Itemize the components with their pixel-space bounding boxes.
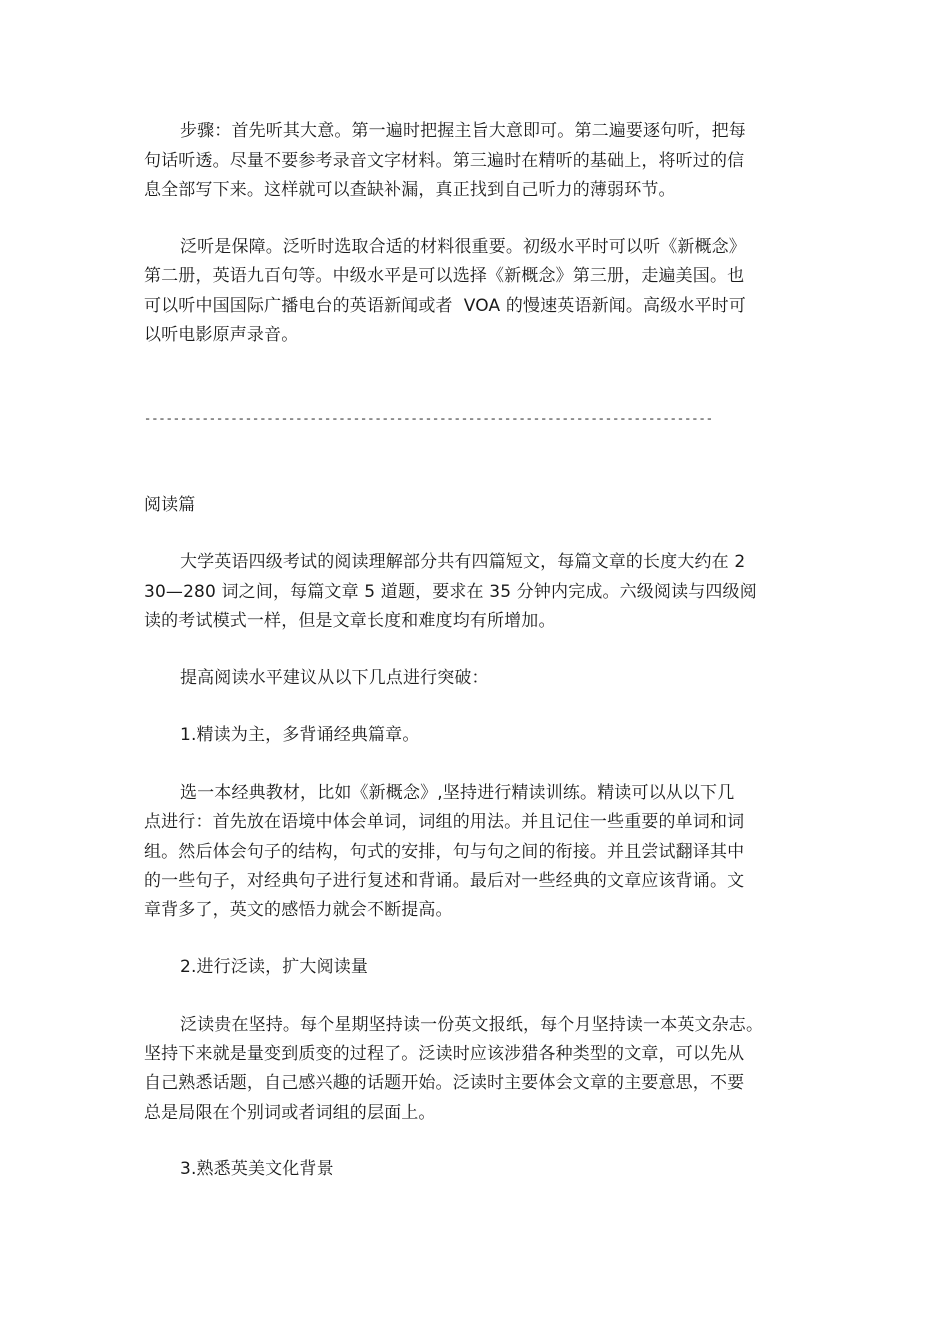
paragraph-5-line-2: 点进行：首先放在语境中体会单词，词组的用法。并且记住一些重要的单词和词 <box>144 812 745 832</box>
paragraph-4: 提高阅读水平建议从以下几点进行突破： <box>180 668 489 688</box>
paragraph-1-line-3: 息全部写下来。这样就可以查缺补漏，真正找到自己听力的薄弱环节。 <box>144 180 676 200</box>
paragraph-6-line-3: 自己熟悉话题，自己感兴趣的话题开始。泛读时主要体会文章的主要意思，不要 <box>144 1073 745 1093</box>
section-title: 阅读篇 <box>144 495 196 515</box>
paragraph-6-line-2: 坚持下来就是量变到质变的过程了。泛读时应该涉猎各种类型的文章，可以先从 <box>144 1044 745 1064</box>
paragraph-3-line-2: 30—280 词之间，每篇文章 5 道题，要求在 35 分钟内完成。六级阅读与四级阅 <box>144 582 757 602</box>
paragraph-3-line-3: 读的考试模式一样，但是文章长度和难度均有所增加。 <box>144 611 556 631</box>
heading-3: 3.熟悉英美文化背景 <box>180 1159 334 1179</box>
paragraph-5-line-3: 组。然后体会句子的结构，句式的安排，句与句之间的衔接。并且尝试翻译其中 <box>144 842 745 862</box>
paragraph-6-line-1: 泛读贵在坚持。每个星期坚持读一份英文报纸，每个月坚持读一本英文杂志。 <box>180 1015 764 1035</box>
paragraph-1-line-2: 句话听透。尽量不要参考录音文字材料。第三遍时在精听的基础上，将听过的信 <box>144 151 745 171</box>
paragraph-3-line-1: 大学英语四级考试的阅读理解部分共有四篇短文，每篇文章的长度大约在 2 <box>180 552 746 572</box>
paragraph-5-line-1: 选一本经典教材，比如《新概念》,坚持进行精读训练。精读可以从以下几 <box>180 783 735 803</box>
paragraph-2-line-2: 第二册，英语九百句等。中级水平是可以选择《新概念》第三册，走遍美国。也 <box>144 266 745 286</box>
heading-1: 1.精读为主，多背诵经典篇章。 <box>180 725 420 745</box>
paragraph-5-line-5: 章背多了，英文的感悟力就会不断提高。 <box>144 900 453 920</box>
paragraph-2-line-4: 以听电影原声录音。 <box>144 325 299 345</box>
separator-line: ------------------------------------------------------------------------------- <box>144 412 713 426</box>
paragraph-1-line-1: 步骤：首先听其大意。第一遍时把握主旨大意即可。第二遍要逐句听，把每 <box>180 121 746 141</box>
heading-2: 2.进行泛读，扩大阅读量 <box>180 957 369 977</box>
paragraph-6-line-4: 总是局限在个别词或者词组的层面上。 <box>144 1103 436 1123</box>
paragraph-5-line-4: 的一些句子，对经典句子进行复述和背诵。最后对一些经典的文章应该背诵。文 <box>144 871 745 891</box>
paragraph-2-line-3: 可以听中国国际广播电台的英语新闻或者 VOA 的慢速英语新闻。高级水平时可 <box>144 296 746 316</box>
paragraph-2-line-1: 泛听是保障。泛听时选取合适的材料很重要。初级水平时可以听《新概念》 <box>180 237 746 257</box>
